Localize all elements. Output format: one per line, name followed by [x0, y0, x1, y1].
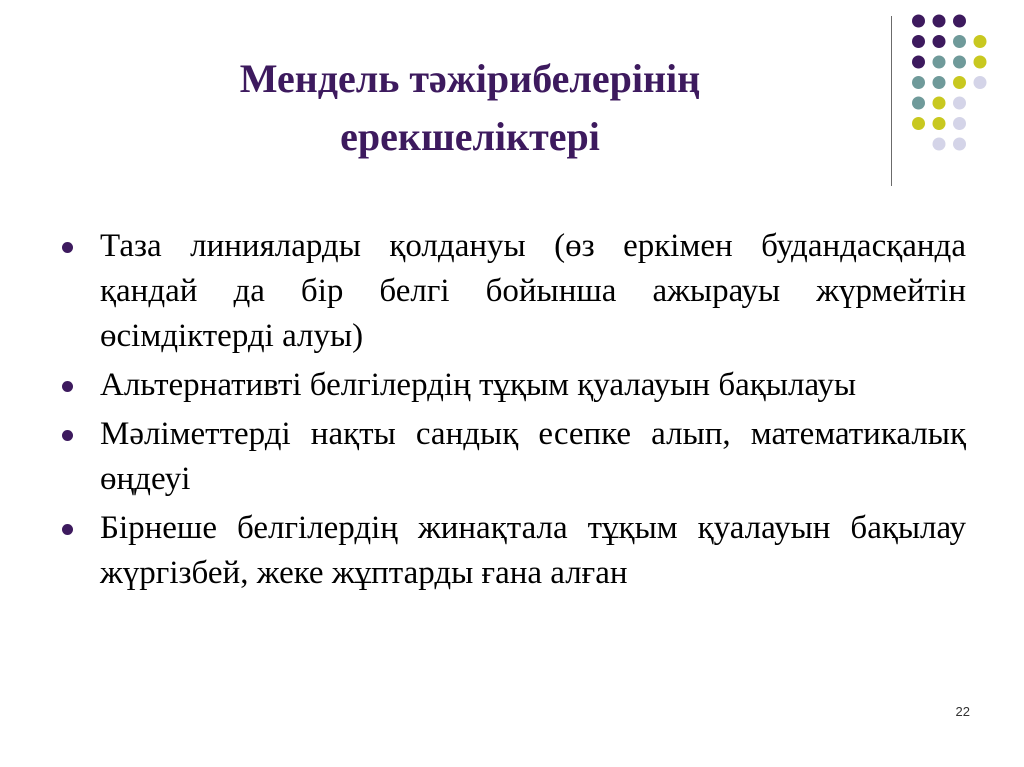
decorative-dot-icon	[974, 56, 987, 69]
decorative-dot-icon	[933, 97, 946, 110]
decorative-dot-icon	[953, 56, 966, 69]
decorative-dot-icon	[912, 117, 925, 130]
bullet-dot-icon	[62, 242, 73, 253]
bullet-text: Альтернативті белгілердің тұқым қуалауын бақылауы	[100, 367, 857, 403]
bullet-dot-icon	[62, 381, 73, 392]
decorative-dot-icon	[953, 35, 966, 48]
decorative-dot-icon	[953, 15, 966, 28]
decorative-dot-icon	[933, 35, 946, 48]
bullet-list	[60, 224, 966, 600]
decorative-dot-icon	[933, 138, 946, 151]
decorative-dot-icon	[953, 76, 966, 89]
bullet-dot-icon	[62, 524, 73, 535]
page-number: 22	[955, 704, 970, 719]
bullet-text: Таза линияларды қолдануы (өз еркімен будандасқанда қандай да бір белгі бойынша ажырауы жүрмейтін өсімдіктерді алуы)	[100, 228, 966, 354]
decorative-dot-icon	[933, 76, 946, 89]
bullet-text: Бірнеше белгілердің жинақтала тұқым қуалауын бақылау жүргізбей, жеке жұптарды ғана алған	[100, 510, 966, 591]
bullet-text: Мәліметтерді нақты сандық есепке алып, математикалық өңдеуі	[100, 416, 966, 497]
bullet-item	[60, 506, 966, 596]
slide-title-line-2: ерекшеліктері	[340, 114, 600, 159]
decorative-dot-icon	[974, 35, 987, 48]
decorative-dot-icon	[974, 76, 987, 89]
slide-title-line-1: Мендель тәжірибелерінің	[239, 56, 701, 101]
decorative-dot-icon	[912, 15, 925, 28]
decorative-dot-icon	[912, 35, 925, 48]
decorative-dot-icon	[933, 15, 946, 28]
decorative-dot-icon	[912, 56, 925, 69]
decorative-dot-icon	[953, 138, 966, 151]
decorative-dot-icon	[933, 117, 946, 130]
bullet-item	[60, 412, 966, 502]
bullet-item	[60, 363, 966, 408]
decorative-dot-icon	[912, 97, 925, 110]
bullet-item	[60, 224, 966, 359]
decorative-dot-icon	[953, 117, 966, 130]
decorative-dot-icon	[912, 76, 925, 89]
bullet-dot-icon	[62, 430, 73, 441]
decorative-dot-grid	[0, 0, 1024, 200]
decorative-dot-icon	[933, 56, 946, 69]
decorative-dot-icon	[953, 97, 966, 110]
